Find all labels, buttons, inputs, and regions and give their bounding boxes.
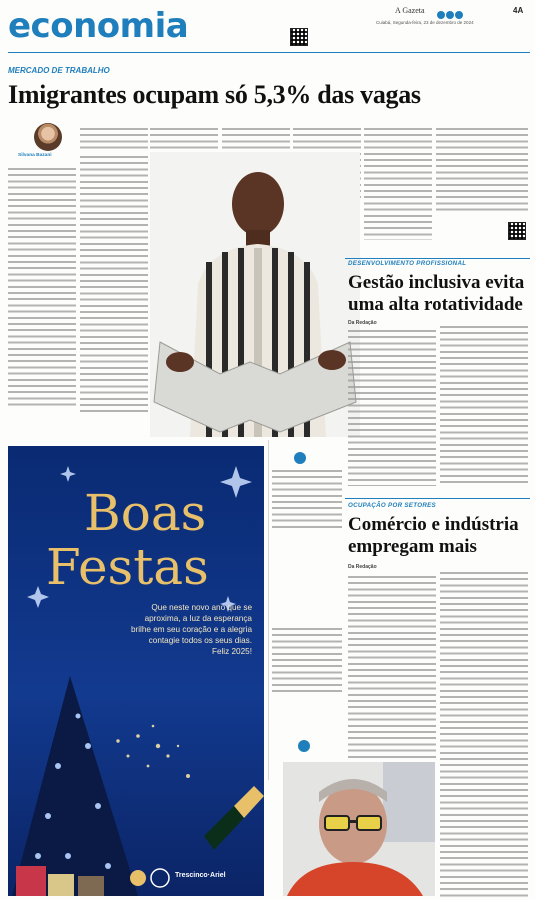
author-name: Silvana Bazani (18, 153, 52, 158)
qr-code-icon (508, 222, 526, 240)
column-divider (268, 440, 269, 780)
brand-name: A Gazeta (395, 6, 425, 15)
lead-column-1 (8, 168, 76, 408)
ad-line-3: brilhe em seu coração e a alegria (130, 625, 252, 634)
photo-caption-1 (272, 470, 342, 528)
lead-column-3-top (150, 128, 218, 152)
ad-advertiser: Trescinco·Ariel (175, 872, 226, 879)
header-rule (8, 52, 530, 53)
youtube-icon (455, 11, 463, 19)
bottom-photo (283, 762, 435, 896)
ad-word-boas: Boas (84, 484, 207, 542)
story3-column-1 (348, 576, 436, 758)
ad-line-5: Feliz 2025! (211, 647, 252, 656)
page-number: 4A (513, 6, 524, 15)
instagram-icon (437, 11, 445, 19)
story3-headline: Comércio e indústria empregam mais (348, 514, 519, 557)
story2-column-2 (440, 326, 528, 486)
ad-line-1: Que neste novo ano que se (151, 603, 252, 612)
photo-caption-2 (272, 628, 342, 692)
story3-rule (345, 498, 530, 499)
lead-headline: Imigrantes ocupam só 5,3% das vagas (8, 80, 421, 109)
lead-column-2-top (80, 128, 148, 152)
man-holding-newspaper-illustration (150, 152, 360, 437)
ad-message (48, 602, 252, 657)
story2-byline: Da Redação (348, 320, 377, 326)
ad-word-festas: Festas (46, 538, 209, 596)
story2-rule (345, 258, 530, 259)
lead-column-7 (436, 128, 528, 212)
author-avatar (34, 123, 62, 151)
story3-kicker: OCUPAÇÃO POR SETORES (348, 502, 436, 509)
qr-code-icon (290, 28, 308, 46)
lead-column-6 (364, 128, 432, 240)
story2-kicker: DESENVOLVIMENTO PROFISSIONAL (348, 260, 467, 267)
lead-photo (150, 152, 360, 437)
story2-column-1 (348, 330, 436, 486)
dateline: Cuiabá, Segunda-feira, 23 de dezembro de 2024 (376, 20, 474, 25)
ad-line-2: aproxima, a luz da esperança (144, 614, 252, 623)
man-with-glasses-illustration (283, 762, 435, 896)
lead-column-2 (80, 156, 148, 416)
camera-icon (294, 452, 306, 464)
section-masthead: economia (8, 6, 189, 46)
facebook-icon (446, 11, 454, 19)
holiday-ad (8, 446, 264, 896)
story3-byline: Da Redação (348, 564, 377, 570)
ad-line-4: contagie todos os seus dias. (148, 636, 252, 645)
lead-kicker: MERCADO DE TRABALHO (8, 66, 110, 75)
camera-icon (298, 740, 310, 752)
story3-column-2 (440, 572, 528, 898)
story2-headline: Gestão inclusiva evita uma alta rotatividade (348, 272, 525, 315)
